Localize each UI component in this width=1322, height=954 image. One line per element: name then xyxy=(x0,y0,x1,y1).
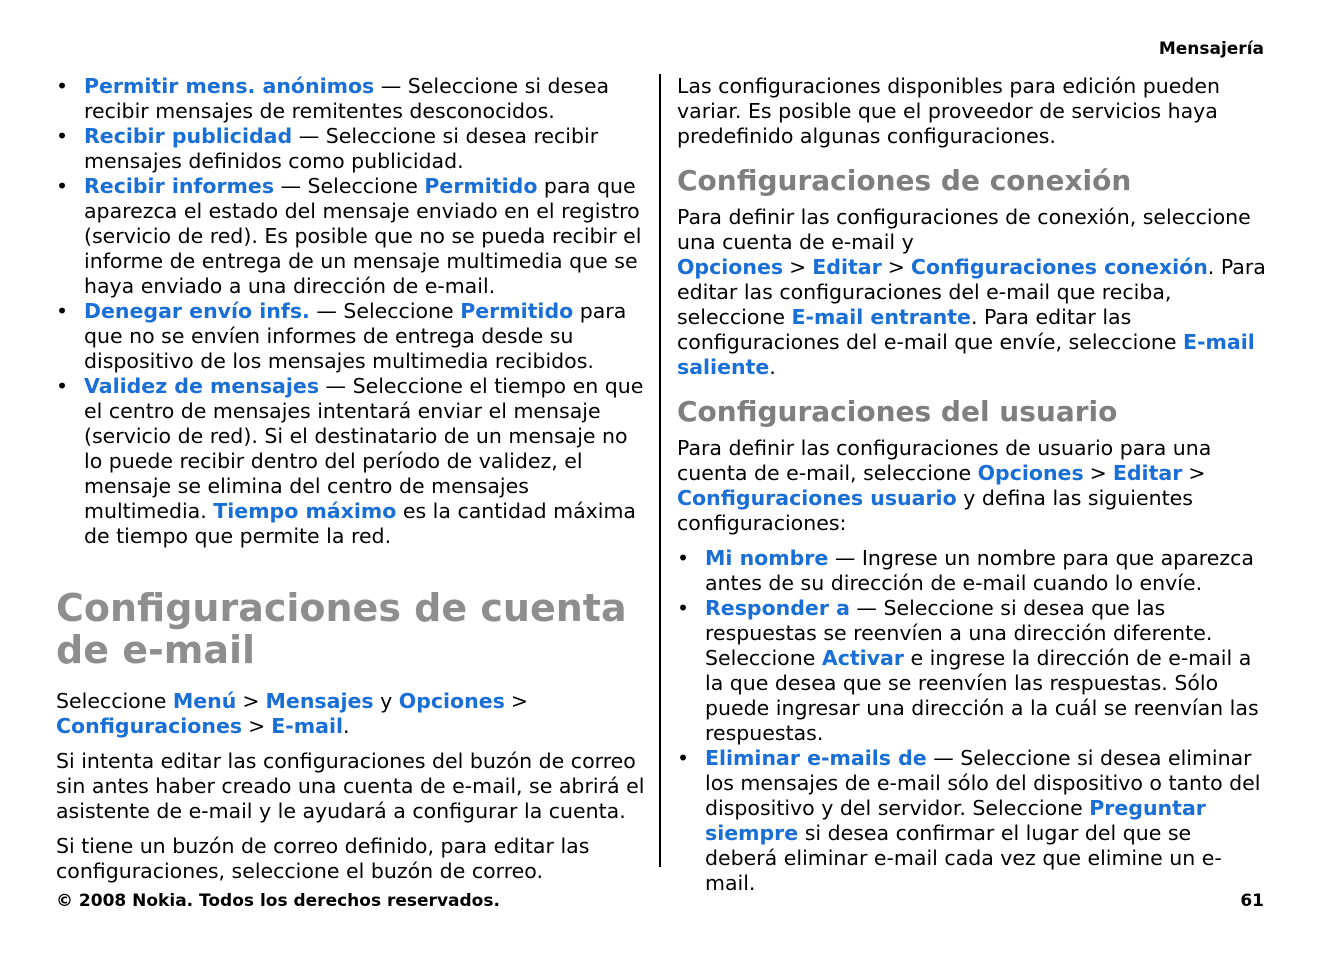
settings-list-right xyxy=(677,546,1267,896)
setting-term: Permitir mens. anónimos xyxy=(84,74,375,98)
paragraph: Si tiene un buzón de correo definido, para editar las configuraciones, seleccione el buzón de correo. xyxy=(56,834,590,883)
setting-term: Validez de mensajes xyxy=(84,374,320,398)
option-value: Activar xyxy=(821,646,904,670)
settings-list-left xyxy=(56,74,646,549)
list-item: • Denegar envío infs. — Seleccione Permitido para que no se envíen informes de entrega desde su dispositivo de los mensajes multimedia recibidos. xyxy=(56,299,646,374)
copyright-notice: © 2008 Nokia. Todos los derechos reservados. xyxy=(56,891,500,911)
list-item: • Responder a — Seleccione si desea que las respuestas se reenvíen a una dirección diferente. Seleccione Activar e ingrese la dirección de e-mail a la que desea que se reenvíen las respuestas. Sólo puede ingresar una dirección a la cuál se reenvían las respuestas. xyxy=(677,596,1267,746)
option-value: Preguntar siempre xyxy=(705,796,1206,845)
setting-term: Responder a xyxy=(705,596,850,620)
option-value: Tiempo máximo xyxy=(213,499,397,523)
option-value: Permitido xyxy=(424,174,538,198)
setting-term: Eliminar e-mails de xyxy=(705,746,927,770)
setting-term: Mi nombre xyxy=(705,546,829,570)
setting-term: Denegar envío infs. xyxy=(84,299,310,323)
list-item: • Validez de mensajes — Seleccione el tiempo en que el centro de mensajes intentará enviar el mensaje (servicio de red). Si el destinatario de un mensaje no lo puede recibir dentro del período de validez, el mensaje se elimina del centro de mensajes multimedia. Tiempo máximo es la cantidad máxima de tiempo que permite la red. xyxy=(56,374,646,549)
left-column xyxy=(56,74,646,884)
user-paragraph: Para definir las configuraciones de usuario para una cuenta de e-mail, seleccione Opciones > Editar > Configuraciones usuario y defina las siguientes configuraciones: xyxy=(677,436,1212,535)
subsection-title-user: Configuraciones del usuario xyxy=(677,395,1118,428)
list-item: • Recibir publicidad — Seleccione si desea recibir mensajes definidos como publicidad. xyxy=(56,124,646,174)
page-number: 61 xyxy=(1240,891,1264,911)
list-item: • Eliminar e-mails de — Seleccione si desea eliminar los mensajes de e-mail sólo del dispositivo o tanto del dispositivo y del servidor. Seleccione Preguntar siempre si desea confirmar el lugar del que se deberá eliminar e-mail cada vez que elimine un e-mail. xyxy=(677,746,1267,896)
list-item: • Recibir informes — Seleccione Permitido para que aparezca el estado del mensaje enviado en el registro (servicio de red). Es posible que no se pueda recibir el informe de entrega de un mensaje multimedia que se haya enviado a una dirección de e-mail. xyxy=(56,174,646,299)
subsection-title-connection: Configuraciones de conexión xyxy=(677,164,1132,197)
paragraph: Si intenta editar las configuraciones del buzón de correo sin antes haber creado una cuenta de e-mail, se abrirá el asistente de e-mail y le ayudará a configurar la cuenta. xyxy=(56,749,645,823)
intro-paragraph: Las configuraciones disponibles para edición pueden variar. Es posible que el proveedor de servicios haya predefinido algunas configuraciones. xyxy=(677,74,1221,148)
menu-path: Seleccione Menú > Mensajes y Opciones > Configuraciones > E-mail. xyxy=(56,689,529,738)
connection-paragraph: Para definir las configuraciones de conexión, seleccione una cuenta de e-mail y Opciones > Editar > Configuraciones conexión. Para editar las configuraciones del e-mail que reciba, seleccione E-mail entrante. Para editar las configuraciones del e-mail que envíe, seleccione E-mail saliente. xyxy=(677,205,1266,379)
setting-term: Recibir publicidad xyxy=(84,124,293,148)
column-divider xyxy=(659,74,661,867)
setting-term: Recibir informes xyxy=(84,174,275,198)
list-item: • Permitir mens. anónimos — Seleccione si desea recibir mensajes de remitentes desconocidos. xyxy=(56,74,646,124)
right-column xyxy=(677,74,1267,896)
option-value: Permitido xyxy=(460,299,574,323)
running-header: Mensajería xyxy=(1158,39,1264,59)
list-item: • Mi nombre — Ingrese un nombre para que aparezca antes de su dirección de e-mail cuando lo envíe. xyxy=(677,546,1267,596)
section-title: Configuraciones de cuenta de e-mail xyxy=(56,586,627,672)
